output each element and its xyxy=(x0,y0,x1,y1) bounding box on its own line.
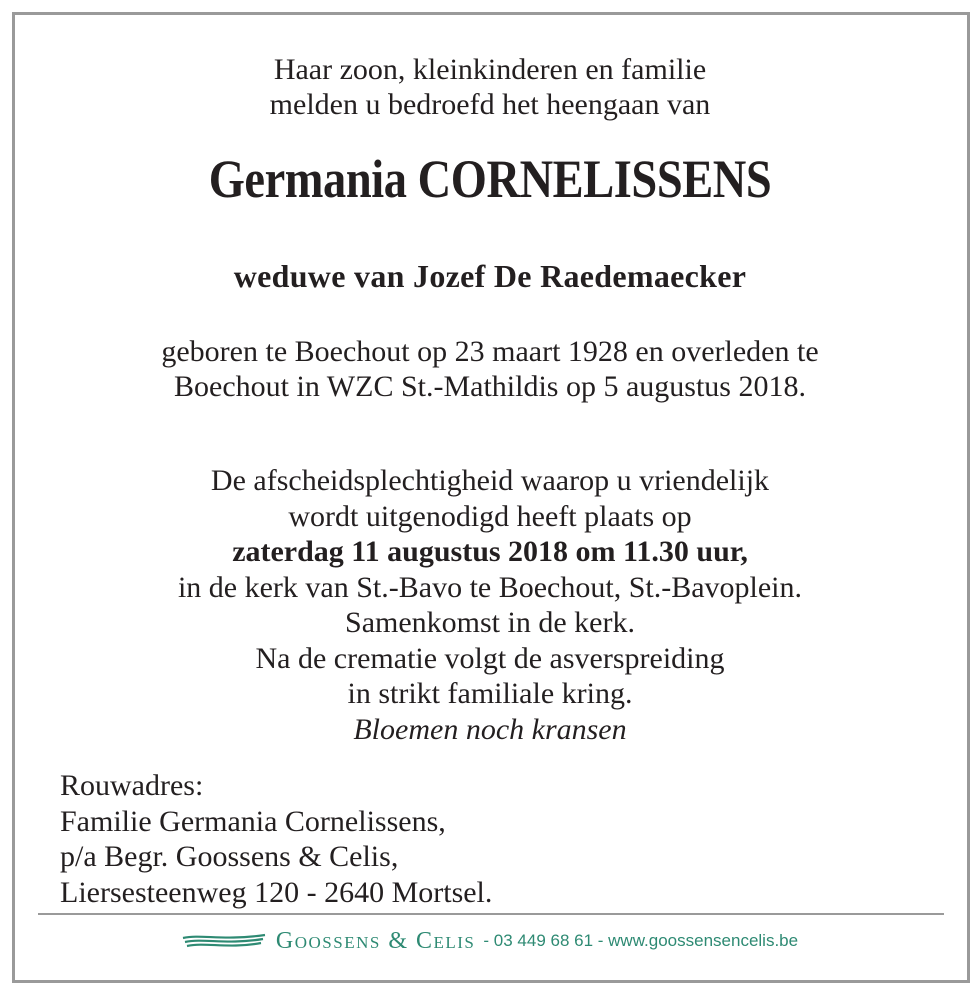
birth-death-line-1: geboren te Boechout op 23 maart 1928 en overleden te xyxy=(161,335,819,368)
flowers-note: Bloemen noch kransen xyxy=(353,712,627,746)
widow-of: weduwe van Jozef De Raedemaecker xyxy=(233,258,747,294)
wave-logo-icon xyxy=(182,932,266,950)
ceremony-text xyxy=(0,463,980,747)
intro-text xyxy=(0,52,980,122)
cremation-line-2: in strikt familiale kring. xyxy=(347,677,633,710)
brand-name: Goossens & Celis xyxy=(275,927,476,954)
ceremony-date-time: zaterdag 11 augustus 2018 om 11.30 uur, xyxy=(232,535,748,568)
ceremony-location: in de kerk van St.-Bavo te Boechout, St.-Bavoplein. xyxy=(177,570,803,604)
ceremony-line-1: De afscheidsplechtigheid waarop u vriendelijk xyxy=(210,464,770,497)
cremation-line-1: Na de crematie volgt de asverspreiding xyxy=(255,641,725,675)
mourning-address xyxy=(60,768,492,910)
footer-divider xyxy=(38,913,944,915)
address-line-3: Liersesteenweg 120 - 2640 Mortsel. xyxy=(60,875,493,909)
ceremony-gathering: Samenkomst in de kerk. xyxy=(345,606,635,639)
address-line-1: Familie Germania Cornelissens, xyxy=(60,804,446,838)
footer xyxy=(0,926,980,956)
ceremony-line-2: wordt uitgenodigd heeft plaats op xyxy=(288,499,692,533)
address-heading: Rouwadres: xyxy=(60,769,204,802)
birth-death-line-2: Boechout in WZC St.-Mathildis op 5 augustus 2018. xyxy=(174,370,806,403)
intro-line-2: melden u bedroefd het heengaan van xyxy=(269,88,711,121)
address-line-2: p/a Begr. Goossens & Celis, xyxy=(60,840,399,873)
intro-line-1: Haar zoon, kleinkinderen en familie xyxy=(273,53,707,86)
birth-death-text xyxy=(0,334,980,404)
footer-contact[interactable]: - 03 449 68 61 - www.goossensencelis.be xyxy=(483,931,799,950)
deceased-name: Germania CORNELISSENS xyxy=(208,149,772,209)
